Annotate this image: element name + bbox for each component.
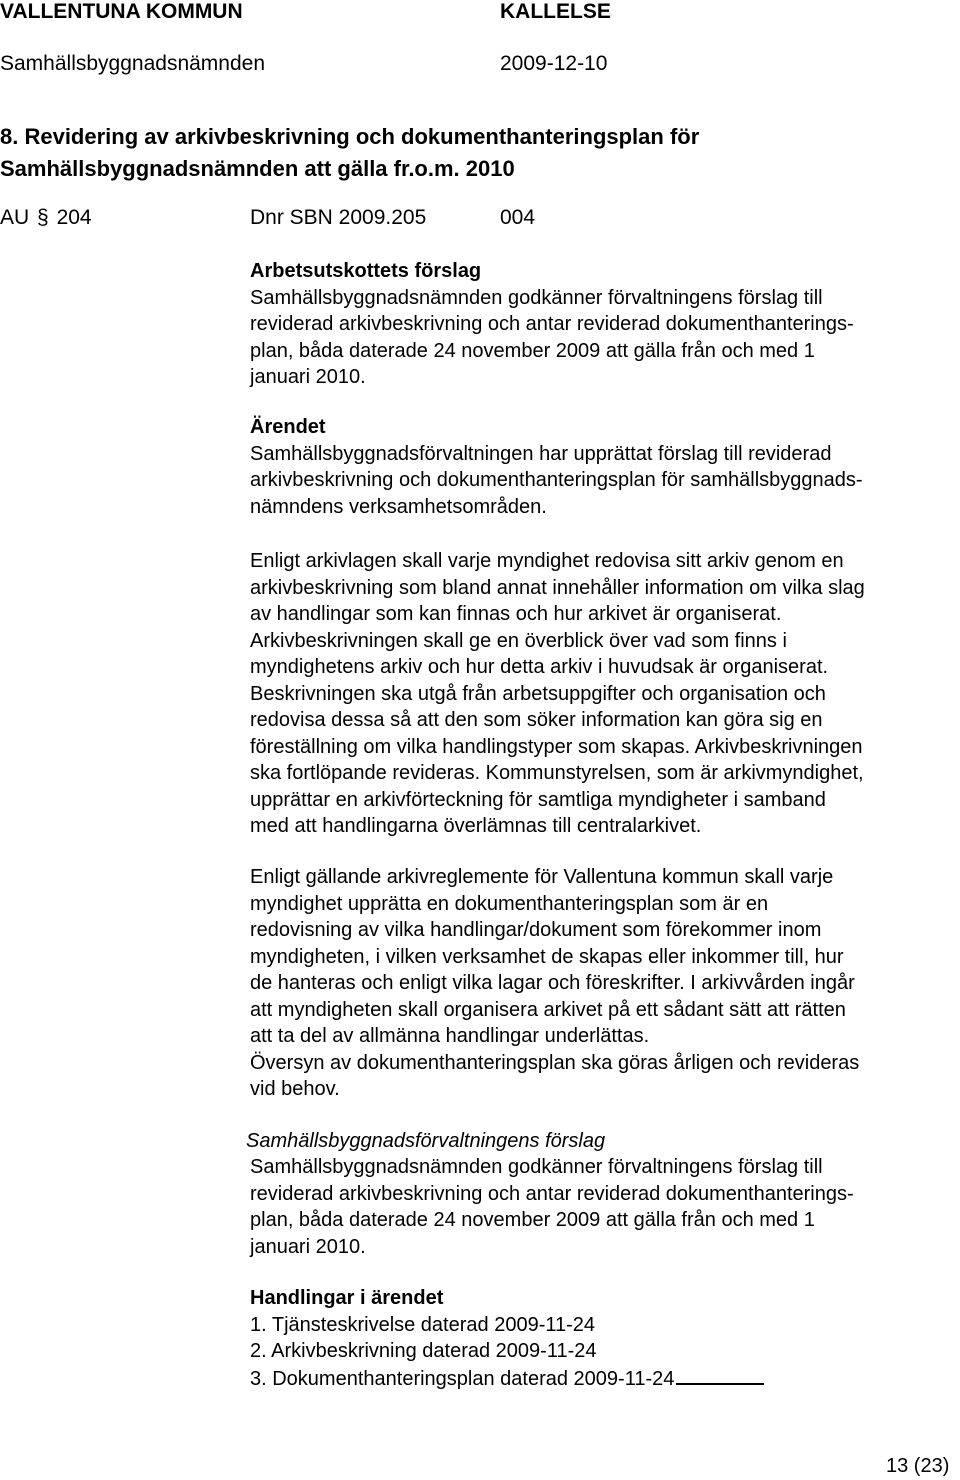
text-line: de hanteras och enligt vilka lagar och föreskrifter. I arkivvården ingår [250, 972, 855, 994]
text-line: Samhällsbyggnadsförvaltningen har upprättat förslag till reviderad [250, 442, 832, 465]
matter-paragraph-regulation [250, 864, 960, 1103]
text-line: plan, båda daterade 24 november 2009 att gälla från och med 1 [250, 339, 815, 362]
text-line: plan, båda daterade 24 november 2009 att gälla från och med 1 [250, 1209, 815, 1231]
text-line: vid behov. [250, 1078, 340, 1100]
organization-name: VALLENTUNA KOMMUN [0, 0, 243, 23]
text-line: ska fortlöpande revideras. Kommunstyrelsen, som är arkivmyndighet, [250, 762, 864, 784]
text-line: Enligt arkivlagen skall varje myndighet redovisa sitt arkiv genom en [250, 550, 844, 572]
item-title [0, 121, 699, 185]
text-line: myndighetens arkiv och hur detta arkiv i huvudsak är organiserat. [250, 656, 829, 678]
text-line: myndigheten, i vilken verksamhet de skapas eller inkommer till, hur [250, 945, 844, 968]
list-item-text: 3. Dokumenthanteringsplan daterad 2009-11-24 [250, 1367, 675, 1390]
text-line: att myndigheten skall organisera arkivet på ett sådant sätt att rätten [250, 998, 846, 1021]
diary-suffix: 004 [500, 206, 536, 229]
text-line: redovisning av vilka handlingar/dokument som förekommer inom [250, 919, 822, 941]
text-line: arkivbeskrivning och dokumenthanteringsplan för samhällsbyggnads- [250, 469, 863, 491]
text-line: myndighet upprätta en dokumenthanteringsplan som är en [250, 892, 769, 915]
meeting-date: 2009-12-10 [500, 52, 608, 75]
text-line: Beskrivningen ska utgå från arbetsuppgifter och organisation och [250, 682, 826, 705]
page-number: 13 (23) [886, 1455, 950, 1477]
text-line: med att handlingarna överlämnas till centralarkivet. [250, 815, 702, 837]
section-heading: Handlingar i ärendet [250, 1287, 444, 1309]
text-line: av handlingar som kan finnas och hur arkivet är organiserat. [250, 603, 782, 625]
au-number: 204 [56, 206, 92, 229]
text-line: reviderad arkivbeskrivning och antar reviderad dokumenthanterings- [250, 313, 854, 335]
underline-rule [676, 1365, 764, 1385]
committee-name: Samhällsbyggnadsnämnden [0, 52, 266, 75]
text-line: redovisa dessa så att den som söker information kan göra sig en [250, 709, 823, 731]
text-line: Enligt gällande arkivreglemente för Vallentuna kommun skall varje [250, 866, 834, 888]
list-item: 1. Tjänsteskrivelse daterad 2009-11-24 [250, 1313, 596, 1336]
section-heading: Arbetsutskottets förslag [250, 260, 482, 282]
documents-section [250, 1285, 960, 1392]
section-heading: Samhällsbyggnadsförvaltningens förslag [246, 1130, 606, 1152]
text-line: föreställning om vilka handlingstyper som skapas. Arkivbeskrivningen [250, 735, 863, 758]
item-title-line: 8. Revidering av arkivbeskrivning och dokumenthanteringsplan för [0, 124, 700, 149]
document-type: KALLELSE [500, 0, 611, 23]
diary-number: Dnr SBN 2009.205 [250, 206, 427, 229]
section-sign-icon: § [37, 206, 49, 229]
item-title-line: Samhällsbyggnadsnämnden att gälla fr.o.m. 2010 [0, 156, 515, 181]
au-text: AU [0, 206, 30, 229]
text-line: januari 2010. [250, 366, 366, 388]
text-line: Samhällsbyggnadsnämnden godkänner förvaltningens förslag till [250, 1156, 823, 1178]
list-item [250, 1365, 960, 1393]
committee-proposal [250, 258, 960, 391]
text-line: Arkivbeskrivningen skall ge en överblick över vad som finns i [250, 629, 787, 652]
matter-section [250, 414, 960, 520]
text-line: reviderad arkivbeskrivning och antar reviderad dokumenthanterings- [250, 1182, 854, 1205]
text-line: Samhällsbyggnadsnämnden godkänner förvaltningens förslag till [250, 286, 823, 309]
list-item: 2. Arkivbeskrivning daterad 2009-11-24 [250, 1340, 597, 1362]
text-line: januari 2010. [250, 1235, 366, 1258]
text-line: nämndens verksamhetsområden. [250, 495, 547, 518]
au-label [0, 206, 92, 230]
section-heading: Ärendet [250, 416, 326, 438]
text-line: upprättar en arkivförteckning för samtliga myndigheter i samband [250, 788, 826, 811]
text-line: Översyn av dokumenthanteringsplan ska göras årligen och revideras [250, 1051, 860, 1074]
text-line: att ta del av allmänna handlingar underlättas. [250, 1025, 650, 1047]
administration-proposal [250, 1154, 960, 1260]
text-line: arkivbeskrivning som bland annat innehåller information om vilka slag [250, 576, 865, 599]
matter-paragraph-archive-law [250, 548, 960, 840]
